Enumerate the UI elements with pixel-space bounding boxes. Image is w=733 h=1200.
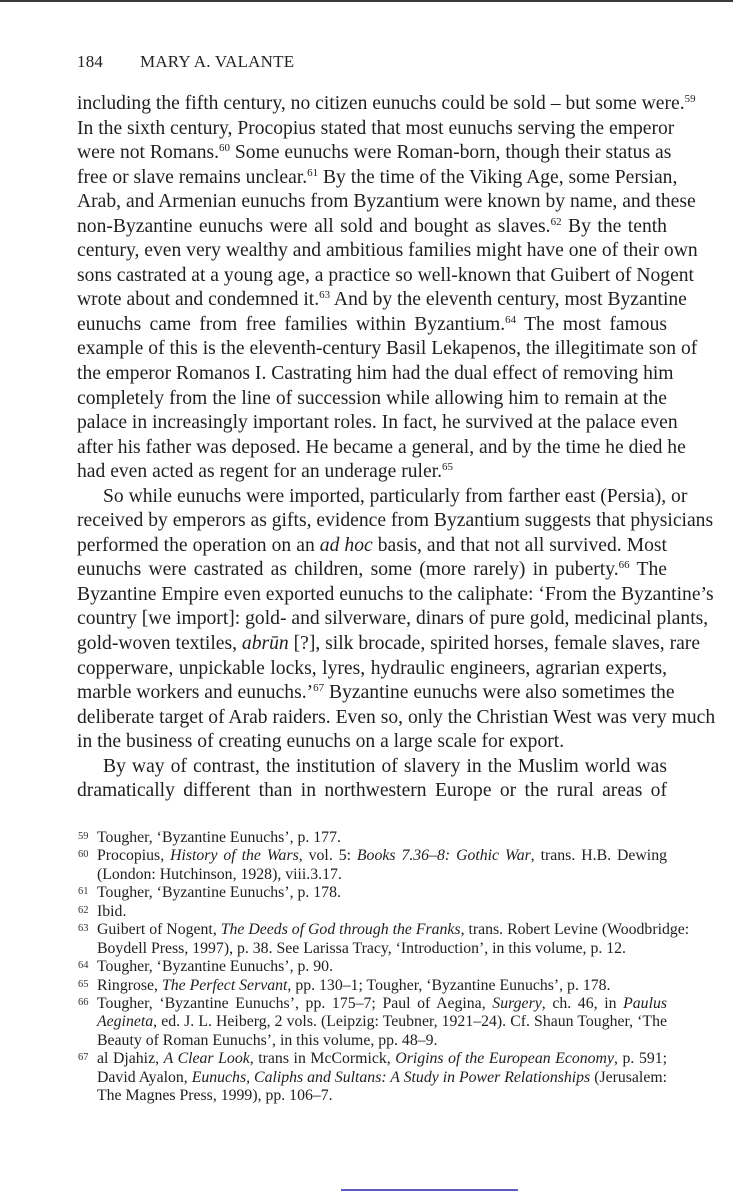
text-run: Ibid. — [97, 902, 127, 920]
text-line — [97, 940, 667, 958]
text-line — [97, 1032, 667, 1050]
text-line — [77, 264, 695, 289]
italic-text: History of the Wars — [170, 847, 299, 865]
text-run: deliberate target of Arab raiders. Even so, only the Christian West was very much — [77, 706, 716, 728]
text-run: So while eunuchs were imported, particularly from farther east (Persia), or — [103, 485, 688, 507]
text-line — [97, 1013, 667, 1031]
italic-text: Aegineta — [97, 1013, 154, 1031]
text-line — [77, 460, 667, 485]
text-line — [97, 958, 667, 976]
text-line — [97, 921, 690, 939]
text-run: Tougher, ‘Byzantine Eunuchs’, p. 177. — [97, 829, 341, 846]
italic-text: abrūn — [241, 633, 289, 655]
text-run: By way of contrast, the institution of slavery in the Muslim world was — [103, 755, 667, 777]
running-head — [77, 52, 294, 72]
text-run: , ch. 46, in — [541, 994, 624, 1012]
text-line — [77, 92, 696, 117]
footnote-reference[interactable]: 67 — [313, 682, 325, 695]
text-run: , ed. J. L. Heiberg, 2 vols. (Leipzig: Teubner, 1921–24). Cf. Shaun Tougher, ‘The — [153, 1013, 667, 1031]
scroll-indicator[interactable] — [341, 1189, 518, 1191]
text-run: And by the eleventh century, most Byzantine — [330, 289, 687, 311]
footnote-number: 61 — [78, 886, 89, 898]
text-run: Ringrose, — [97, 976, 162, 994]
text-line — [77, 779, 667, 804]
text-run: Tougher, ‘Byzantine Eunuchs’, p. 178. — [97, 884, 341, 902]
footnote-number: 67 — [78, 1052, 89, 1064]
text-line — [77, 730, 667, 755]
italic-text: Books 7.36–8: Gothic War — [356, 847, 531, 865]
text-run: David Ayalon, — [97, 1068, 192, 1086]
text-run: Arab, and Armenian eunuchs from Byzantium were known by name, and these — [77, 191, 696, 213]
text-run: eunuchs were castrated as children, some (more rarely) in puberty. — [77, 559, 619, 581]
text-line — [77, 190, 696, 215]
text-line — [97, 829, 667, 847]
text-line — [77, 583, 714, 608]
italic-text: Surgery — [492, 994, 542, 1012]
text-run: century, even very wealthy and ambitious families might have one of their own — [77, 240, 698, 262]
text-line — [97, 1069, 667, 1087]
top-edge-bar — [0, 0, 733, 2]
text-run: dramatically different than in northwestern Europe or the rural areas of — [77, 780, 667, 802]
text-run: the emperor Romanos I. Castrating him had the dual effect of removing him — [77, 363, 674, 385]
text-run: Byzantine eunuchs were also sometimes the — [324, 682, 675, 704]
text-line — [77, 313, 667, 338]
text-run: By the time of the Viking Age, some Persian, — [318, 166, 678, 188]
text-run: , p. 591; — [613, 1050, 668, 1068]
text-run: wrote about and condemned it. — [77, 289, 320, 311]
text-run: Beauty of Roman Eunuchs’, in this volume, pp. 48–9. — [97, 1031, 438, 1049]
body-text — [77, 92, 716, 804]
text-run: basis, and that not all survived. Most — [372, 534, 667, 556]
footnote-item — [77, 829, 667, 847]
text-line — [77, 657, 667, 682]
footnote-reference[interactable]: 66 — [618, 559, 630, 572]
text-run: sons castrated at a young age, a practice so well-known that Guibert of Nogent — [77, 264, 695, 286]
text-run: Tougher, ‘Byzantine Eunuchs’, pp. 175–7; Paul of Aegina, — [97, 994, 493, 1012]
text-line — [97, 1050, 667, 1068]
text-run: By the tenth — [561, 215, 667, 237]
text-run: (London: Hutchinson, 1928), viii.3.17. — [97, 865, 342, 883]
text-run: Boydell Press, 1997), p. 38. See Larissa Tracy, ‘Introduction’, in this volume, p. 12. — [97, 939, 626, 957]
text-run: Guibert of Nogent, — [97, 921, 221, 939]
footnote-number: 64 — [78, 960, 89, 972]
footnote-number: 62 — [78, 904, 89, 916]
text-run: , trans in McCormick, — [249, 1050, 396, 1068]
footnote-number: 63 — [78, 923, 89, 935]
footnote-number: 66 — [78, 996, 89, 1008]
text-line — [97, 847, 667, 865]
italic-text: Origins of the European Economy — [395, 1050, 614, 1068]
text-line — [77, 755, 667, 780]
footnote-item — [77, 1050, 667, 1105]
text-run: The most famous — [516, 313, 668, 335]
text-line — [77, 411, 678, 436]
text-run: copperware, unpickable locks, lyres, hydraulic engineers, agrarian experts, — [77, 657, 667, 679]
text-run: Tougher, ‘Byzantine Eunuchs’, p. 90. — [97, 958, 334, 976]
footnote-reference[interactable]: 62 — [550, 215, 562, 228]
page-number: 184 — [77, 52, 104, 71]
text-run: (Jerusalem: — [590, 1068, 668, 1086]
text-run: free or slave remains unclear. — [77, 166, 308, 188]
text-run: The Magnes Press, 1999), pp. 106–7. — [97, 1087, 333, 1105]
footnote-item — [77, 903, 667, 921]
italic-text: Eunuchs, Caliphs and Sultans: A Study in Power Relationships — [191, 1068, 591, 1086]
italic-text: Paulus — [623, 994, 668, 1012]
footnote-number: 59 — [78, 831, 89, 842]
footnote-number: 60 — [78, 849, 89, 861]
footnote-number: 65 — [78, 978, 89, 990]
text-line — [77, 681, 675, 706]
text-run: were not Romans. — [77, 142, 220, 164]
italic-text: A Clear Look — [163, 1050, 250, 1068]
footnote-item — [77, 995, 667, 1050]
text-run: example of this is the eleventh-century Basil Lekapenos, the illegitimate son of — [77, 338, 698, 360]
text-run: [?], silk brocade, spirited horses, female slaves, rare — [288, 633, 701, 655]
text-line — [77, 706, 716, 731]
text-line — [77, 288, 687, 313]
text-run: had even acted as regent for an underage ruler. — [77, 461, 443, 483]
text-line — [77, 215, 667, 240]
footnote-reference[interactable]: 61 — [307, 166, 319, 179]
text-run: after his father was deposed. He became a general, and by the time he died he — [77, 436, 686, 458]
text-run: Byzantine Empire even exported eunuchs to the caliphate: ‘From the Byzantine’s — [77, 583, 714, 605]
text-line — [97, 884, 667, 902]
paragraph — [77, 485, 716, 755]
text-run: , trans. H.B. Dewing — [530, 847, 667, 865]
footnote-item — [77, 958, 667, 976]
author-name: MARY A. VALANTE — [140, 52, 295, 71]
footnotes — [77, 829, 690, 1106]
text-run: non-Byzantine eunuchs were all sold and bought as slaves. — [77, 215, 551, 237]
text-line — [77, 141, 672, 166]
text-run: performed the operation on an — [77, 534, 320, 556]
text-line — [77, 362, 674, 387]
text-line — [77, 436, 686, 461]
footnote-reference[interactable]: 60 — [219, 142, 230, 155]
text-run: eunuchs came from free families within Byzantium. — [77, 313, 506, 335]
text-run: The — [629, 559, 668, 581]
text-run: , vol. 5: — [298, 847, 357, 865]
text-line — [77, 534, 667, 559]
text-line — [77, 117, 675, 142]
footnote-reference[interactable]: 59 — [684, 93, 696, 106]
italic-text: The Deeds of God through the Franks — [220, 921, 461, 939]
text-run: Some eunuchs were Roman-born, though their status as — [230, 142, 672, 164]
text-line — [77, 485, 688, 510]
text-line — [77, 387, 667, 412]
text-run: gold-woven textiles, — [77, 633, 242, 655]
footnote-item — [77, 921, 690, 958]
text-line — [77, 509, 714, 534]
text-line — [97, 866, 667, 884]
text-line — [77, 632, 701, 657]
text-run: al Djahiz, — [97, 1050, 164, 1068]
text-run: including the fifth century, no citizen eunuchs could be sold – but some were. — [77, 93, 685, 114]
text-run: Procopius, — [97, 847, 171, 865]
italic-text: ad hoc — [319, 534, 373, 556]
text-run: marble workers and eunuchs.’ — [77, 682, 314, 704]
text-run: country [we import]: gold- and silverware, dinars of pure gold, medicinal plants, — [77, 608, 709, 630]
footnote-reference[interactable]: 64 — [505, 314, 517, 327]
footnote-item — [77, 884, 667, 902]
text-line — [97, 977, 667, 995]
text-line — [77, 239, 698, 264]
text-line — [77, 607, 709, 632]
footnote-item — [77, 977, 667, 995]
text-run: in the business of creating eunuchs on a large scale for export. — [77, 731, 565, 753]
text-line — [77, 166, 678, 191]
text-line — [97, 1087, 667, 1105]
italic-text: The Perfect Servant — [161, 976, 288, 994]
text-run: received by emperors as gifts, evidence from Byzantium suggests that physicians — [77, 510, 714, 532]
text-run: , pp. 130–1; Tougher, ‘Byzantine Eunuchs’, p. 178. — [287, 976, 611, 994]
text-run: completely from the line of succession while allowing him to remain at the — [77, 387, 667, 409]
footnote-item — [77, 847, 667, 884]
paragraph — [77, 92, 698, 485]
text-line — [97, 995, 667, 1013]
text-line — [77, 558, 667, 583]
text-run: In the sixth century, Procopius stated that most eunuchs serving the emperor — [77, 117, 675, 139]
footnote-reference[interactable]: 63 — [319, 289, 331, 302]
text-run: , trans. Robert Levine (Woodbridge: — [460, 921, 690, 939]
paragraph — [77, 755, 667, 804]
text-line — [77, 337, 698, 362]
text-run: palace in increasingly important roles. In fact, he survived at the palace even — [77, 412, 678, 434]
footnote-reference[interactable]: 65 — [442, 461, 453, 474]
text-line — [97, 903, 667, 921]
